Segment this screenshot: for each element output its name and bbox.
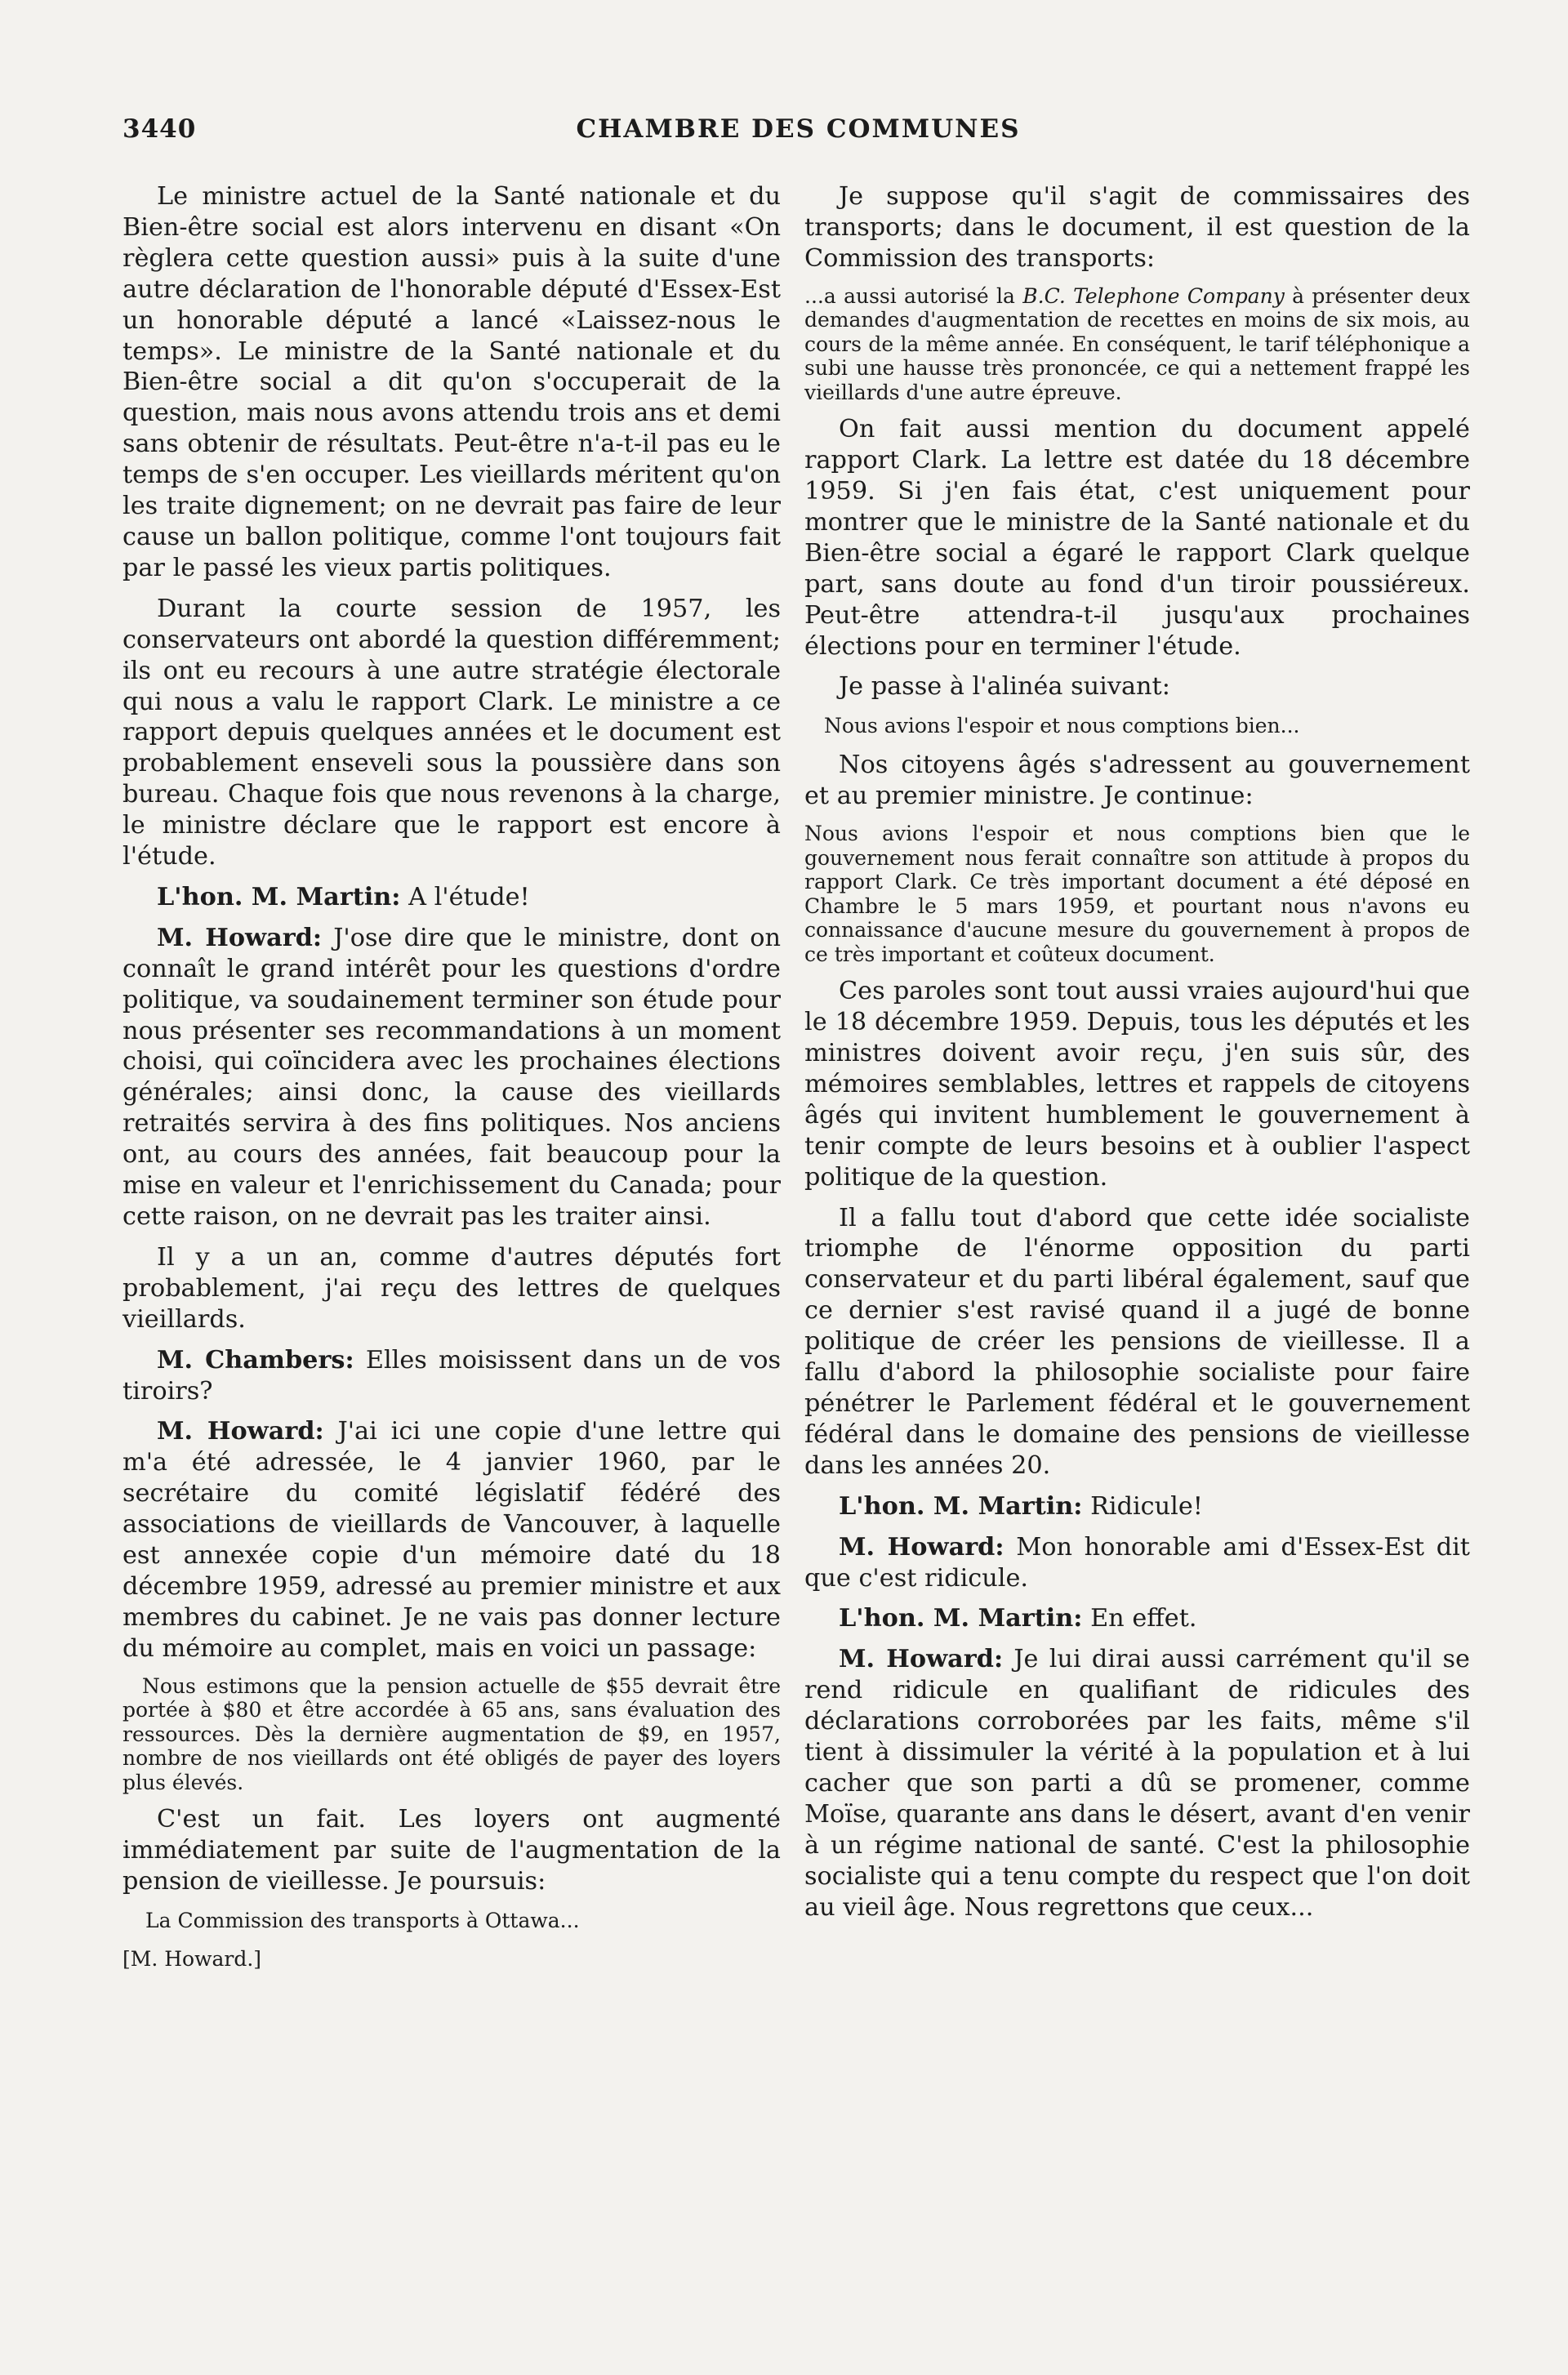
quoted-passage: La Commission des transports à Ottawa... xyxy=(145,1908,580,1932)
speech-text: En effet. xyxy=(1090,1604,1197,1633)
speech xyxy=(122,1345,781,1407)
speaker-name: L'hon. M. Martin: xyxy=(157,882,401,911)
quoted-passage: Nous estimons que la pension actuelle de $55 devrait être portée à $80 et être accordée à 65 ans, sans évaluation des ressources. Dès la dernière augmentation de $9, en 1957, nombre de nos vieillards ont été obligés de payer des loyers plus élevés. xyxy=(122,1673,781,1794)
speaker-name: M. Howard: xyxy=(157,923,323,952)
speaker-name: L'hon. M. Martin: xyxy=(839,1604,1083,1633)
paragraph: Durant la courte session de 1957, les conservateurs ont abordé la question différemment; ils ont eu recours à une autre stratégie électorale qui nous a valu le rapport Clark. Le ministre a ce rapport depuis quelques années et le document est probablement enseveli sous la poussière dans son bureau. Chaque fois que nous revenons à la charge, le ministre déclare que le rapport est encore à l'étude. xyxy=(122,594,781,871)
paragraph: Je passe à l'alinéa suivant: xyxy=(839,672,1170,702)
quote-text: ...a aussi autorisé la xyxy=(804,283,1023,308)
page-title: CHAMBRE DES COMMUNES xyxy=(576,114,1021,144)
speech xyxy=(122,882,781,913)
speaker-name: L'hon. M. Martin: xyxy=(839,1491,1083,1521)
speaker-footer: [M. Howard.] xyxy=(122,1946,262,1971)
speech xyxy=(804,1532,1470,1594)
speaker-name: M. Howard: xyxy=(839,1532,1004,1562)
paragraph: Le ministre actuel de la Santé nationale et du Bien-être social est alors intervenu en disant «On règlera cette question aussi» puis à la suite d'une autre déclaration de l'honorable député d'Essex-Est un honorable député a lancé «Laissez-nous le temps». Le ministre de la Santé nationale et du Bien-être social a dit qu'on s'occuperait de la question, mais nous avons attendu trois ans et demi sans obtenir de résultats. Peut-être n'a-t-il pas eu le temps de s'en occuper. Les vieillards méritent qu'on les traite dignement; on ne devrait pas faire de leur cause un ballon politique, comme l'ont toujours fait par le passé les vieux partis politiques. xyxy=(122,182,781,582)
paragraph: Il y a un an, comme d'autres députés fort probablement, j'ai reçu des lettres de quelques vieillards. xyxy=(122,1242,781,1334)
quoted-passage xyxy=(804,284,1470,405)
paragraph: Il a fallu tout d'abord que cette idée socialiste triomphe de l'énorme opposition du parti conservateur et du parti libéral également, sauf que ce dernier s'est ravisé quand il a jugé de bonne politique de créer les pensions de vieillesse. Il a fallu d'abord la philosophie socialiste pour faire pénétrer le Parlement fédéral et le gouvernement fédéral dans le domaine des pensions de vieillesse dans les années 20. xyxy=(804,1203,1470,1480)
left-column xyxy=(122,181,781,1984)
speech xyxy=(804,1491,1470,1522)
quoted-passage: Nous avions l'espoir et nous comptions bien... xyxy=(824,714,1300,738)
right-column xyxy=(804,181,1470,1932)
quoted-passage: Nous avions l'espoir et nous comptions bien que le gouvernement nous ferait connaître son attitude à propos du rapport Clark. Ce très important document a été déposé en Chambre le 5 mars 1959, et pourtant nous n'avons eu connaissance d'aucune mesure du gouvernement à propos de ce très important et coûteux document. xyxy=(804,822,1470,966)
speech xyxy=(122,1416,781,1664)
paragraph: Nos citoyens âgés s'adressent au gouvernement et au premier ministre. Je continue: xyxy=(804,751,1470,811)
speech xyxy=(804,1644,1470,1923)
page-header xyxy=(122,114,1474,155)
paragraph: C'est un fait. Les loyers ont augmenté immédiatement par suite de l'augmentation de la pension de vieillesse. Je poursuis: xyxy=(122,1805,781,1896)
speech-text: Ridicule! xyxy=(1090,1491,1203,1521)
speech-text: A l'étude! xyxy=(408,882,530,911)
page-number: 3440 xyxy=(122,114,197,144)
speech-text: Mon honorable ami d'Essex-Est dit que c'est ridicule. xyxy=(804,1532,1470,1593)
speech-text: J'ose dire que le ministre, dont on connaît le grand intérêt pour les questions d'ordre politique, va soudainement terminer son étude pour nous présenter ses recommandations à un moment choisi, qui coïncidera avec les prochaines élections générales; ainsi donc, la cause des vieillards retraités servira à des fins politiques. Nos anciens ont, au cours des années, fait beaucoup pour la mise en valeur et l'enrichissement du Canada; pour cette raison, on ne devrait pas les traiter ainsi. xyxy=(122,923,781,1231)
company-name: B.C. Telephone Company xyxy=(1022,283,1285,308)
speaker-name: M. Howard: xyxy=(157,1417,324,1446)
speech xyxy=(804,1603,1470,1634)
speech xyxy=(122,923,781,1232)
speech-text: Elles moisissent dans un de vos tiroirs? xyxy=(122,1345,781,1406)
speaker-name: M. Howard: xyxy=(839,1645,1004,1674)
paragraph: On fait aussi mention du document appelé rapport Clark. La lettre est datée du 18 décembre 1959. Si j'en fais état, c'est uniquement pour montrer que le ministre de la Santé nationale et du Bien-être social a égaré le rapport Clark quelque part, sans doute au fond d'un tiroir poussiéreux. Peut-être attendra-t-il jusqu'aux prochaines élections pour en terminer l'étude. xyxy=(804,415,1470,661)
speaker-name: M. Chambers: xyxy=(157,1345,354,1375)
quote-text: à présenter deux demandes d'augmentation de recettes en moins de six mois, au cours de la même année. En conséquent, le tarif téléphonique a subi une hausse très prononcée, ce qui a nettement frappé les vieillards d'une autre épreuve. xyxy=(804,283,1470,404)
paragraph: Je suppose qu'il s'agit de commissaires des transports; dans le document, il est question de la Commission des transports: xyxy=(804,182,1470,273)
paragraph: Ces paroles sont tout aussi vraies aujourd'hui que le 18 décembre 1959. Depuis, tous les députés et les ministres doivent avoir reçu, j'en suis sûr, des mémoires semblables, lettres et rappels de citoyens âgés qui invitent humblement le gouvernement à tenir compte de leurs besoins et à oublier l'aspect politique de la question. xyxy=(804,977,1470,1192)
speech-text: Je lui dirai aussi carrément qu'il se rend ridicule en qualifiant de ridicules des déclarations corroborées par les faits, même s'il tient à dissimuler la vérité à la population et à lui cacher que son parti a dû se promener, comme Moïse, quarante ans dans le désert, avant d'en venir à un régime national de santé. C'est la philosophie socialiste qui a tenu compte du respect que l'on doit au vieil âge. Nous regrettons que ceux... xyxy=(804,1645,1470,1922)
speech-text: J'ai ici une copie d'une lettre qui m'a été adressée, le 4 janvier 1960, par le secrétaire du comité législatif fédéré des associations de vieillards de Vancouver, à laquelle est annexée copie d'un mémoire daté du 18 décembre 1959, adressé au premier ministre et aux membres du cabinet. Je ne vais pas donner lecture du mémoire au complet, mais en voici un passage: xyxy=(122,1417,781,1663)
